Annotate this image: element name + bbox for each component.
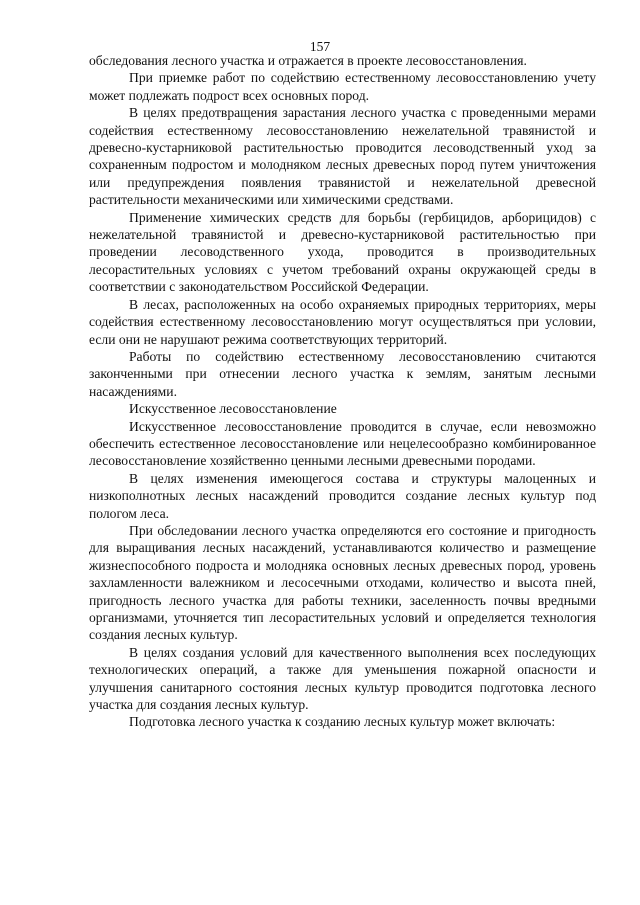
paragraph-protected-areas: В лесах, расположенных на особо охраняемых природных территориях, меры содействия естественному лесовосстановлению могут осуществляться при условии, если они не нарушают режима соответствующих территорий. xyxy=(89,296,596,347)
paragraph-site-survey: При обследовании лесного участка определяются его состояние и пригодность для выращивания лесных насаждений, устанавливаются количество и размещение жизнеспособного подроста и молодняка основных лесных древесных пород, уровень захламленности валежником и лесосечными отходами, количество и высота пней, пригодность лесного участка для работы техники, заселенность почвы вредными организмами, уточняется тип лесорастительных условий и определяется технология создания лесных культур. xyxy=(89,522,596,643)
paragraph-preparation-includes: Подготовка лесного участка к созданию лесных культур может включать: xyxy=(129,714,556,730)
paragraph-site-preparation: В целях создания условий для качественного выполнения всех последующих технологических операций, а также для уменьшения пожарной опасности и улучшения санитарного состояния лесных культур проводится подготовка лесного участка для создания лесных культур. xyxy=(89,644,596,713)
paragraph-artificial-reforestation: Искусственное лесовосстановление проводится в случае, если невозможно обеспечить естественное лесовосстановление или нецелесообразно комбинированное лесовосстановление хозяйственно ценными лесными древесными породами. xyxy=(89,418,596,469)
page-number: 157 xyxy=(309,39,331,54)
paragraph-chemical-means: Применение химических средств для борьбы (гербицидов, арборицидов) с нежелательной травянистой и древесно-кустарниковой растительностью при проведении лесоводственного ухода, проводится в производительных лесорастительных условиях с учетом требований охраны окружающей среды в соответствии с законодательством Российской Федерации. xyxy=(89,209,596,295)
body-text xyxy=(89,52,596,731)
paragraph-completion: Работы по содействию естественному лесовосстановлению считаются законченными при отнесении лесного участка к землям, занятым лесными насаждениями. xyxy=(89,348,596,399)
paragraph-acceptance: При приемке работ по содействию естественному лесовосстановлению учету может подлежать подрост всех основных пород. xyxy=(89,70,596,103)
section-heading: Искусственное лесовосстановление xyxy=(129,401,337,417)
paragraph-continuation: обследования лесного участка и отражается в проекте лесовосстановления. xyxy=(89,53,527,68)
paragraph-under-canopy: В целях изменения имеющегося состава и структуры малоценных и низкополнотных лесных насаждений проводится создание лесных культур под пологом леса. xyxy=(89,470,596,521)
paragraph-overgrowth-prevention: В целях предотвращения зарастания лесного участка с проведенными мерами содействия естественному лесовосстановлению нежелательной травянистой и древесно-кустарниковой растительностью проводится лесоводственный уход за сохраненным подростом и молодняком лесных древесных пород путем уничтожения или предупреждения появления травянистой и нежелательной древесной растительности механическими или химическими средствами. xyxy=(89,105,596,208)
